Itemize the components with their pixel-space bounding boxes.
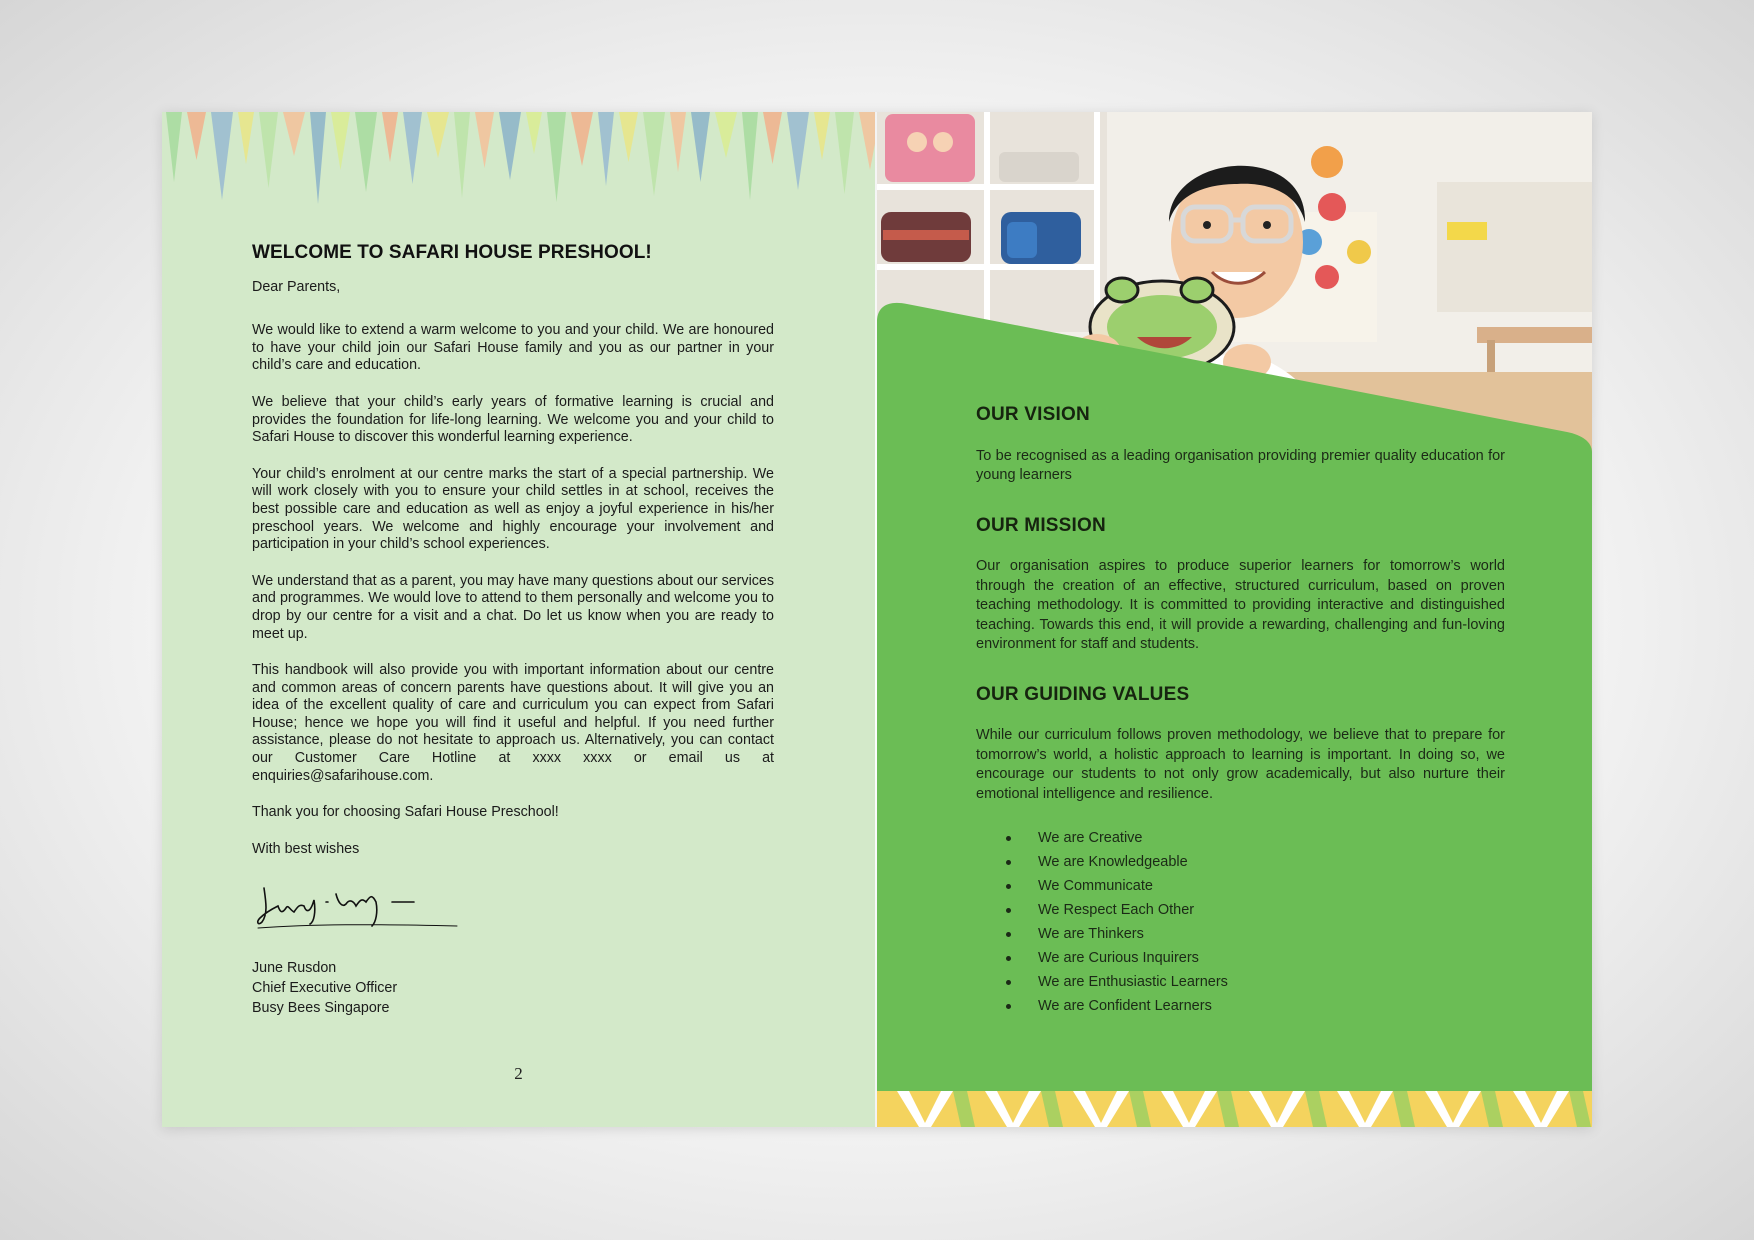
fringe-leaf	[526, 112, 542, 154]
fringe-leaf	[691, 112, 710, 182]
bullet-icon	[1006, 1004, 1011, 1009]
bullet-icon	[1006, 956, 1011, 961]
mission-text: Our organisation aspires to produce superior learners for tomorrow’s world through the creation of an effective, structured curriculum, based on proven teaching methodology. It is committed to providing interactive and distinguished teaching. Towards this end, it will provide a rewarding, challenging and fun-loving environment for staff and students.	[976, 558, 1505, 652]
list-item: We are Confident Learners	[1006, 994, 1505, 1018]
values-heading: OUR GUIDING VALUES	[976, 683, 1190, 705]
zigzag-border	[877, 1087, 1592, 1127]
fringe-leaf	[670, 112, 686, 172]
fringe-leaf	[835, 112, 854, 194]
decorative-fringe	[162, 112, 875, 212]
fringe-leaf	[403, 112, 422, 184]
signer-block	[252, 958, 774, 1018]
fringe-leaf	[211, 112, 233, 200]
bullet-icon	[1006, 860, 1011, 865]
bullet-icon	[1006, 932, 1011, 937]
bullet-icon	[1006, 980, 1011, 985]
fringe-leaf	[259, 112, 278, 188]
list-item: We are Enthusiastic Learners	[1006, 970, 1505, 994]
signer-name: June Rusdon	[252, 960, 337, 977]
values-text: While our curriculum follows proven methodology, we believe that to prepare for tomorrow’s world, a holistic approach to learning is important. In doing so, we encourage our students to not only grow academically, but also nurture their emotional intelligence and resilience.	[976, 727, 1505, 802]
fringe-leaf	[427, 112, 449, 158]
fringe-leaf	[187, 112, 206, 160]
closing-line: With best wishes	[252, 840, 360, 857]
mission-heading: OUR MISSION	[976, 514, 1106, 536]
letter-paragraph-3: Your child’s enrolment at our centre marks the start of a special partnership. We will work closely with you to ensure your child settles in at school, receives the best possible care and education as well as enjoy a joyful experience in his/her preschool years. We welcome and highly encourage your involvement and participation in your child’s school experiences.	[252, 465, 774, 553]
fringe-leaf	[166, 112, 182, 182]
fringe-leaf	[598, 112, 614, 186]
fringe-leaf	[742, 112, 758, 200]
list-item: We Communicate	[1006, 874, 1505, 898]
vision-text: To be recognised as a leading organisation providing premier quality education for young learners	[976, 447, 1505, 483]
bullet-icon	[1006, 908, 1011, 913]
fringe-leaf	[643, 112, 665, 196]
fringe-leaf	[859, 112, 875, 170]
bullet-icon	[1006, 836, 1011, 841]
fringe-leaf	[619, 112, 638, 162]
fringe-leaf	[715, 112, 737, 158]
fringe-leaf	[763, 112, 782, 164]
bullet-icon	[1006, 884, 1011, 889]
list-item: We are Knowledgeable	[1006, 850, 1505, 874]
welcome-letter	[252, 244, 774, 1018]
fringe-leaf	[310, 112, 326, 204]
page-number: 2	[514, 1064, 523, 1083]
list-item: We are Thinkers	[1006, 922, 1505, 946]
fringe-leaf	[454, 112, 470, 198]
fringe-leaf	[382, 112, 398, 162]
fringe-leaf	[547, 112, 566, 202]
fringe-leaf	[499, 112, 521, 180]
list-item: We are Creative	[1006, 826, 1505, 850]
vision-heading: OUR VISION	[976, 404, 1090, 425]
letter-paragraph-5: This handbook will also provide you with important information about our centre and common areas of concern parents have questions about. It will give you an idea of the excellent quality of care and curriculum you can expect from Safari House; hence we hope you will find it useful and helpful. If you need further assistance, please do not hesitate to approach us. Alternatively, you can contact our Customer Care Hotline at xxxx xxxx or email us at enquiries@safarihouse.com.	[252, 662, 774, 784]
thank-you-line: Thank you for choosing Safari House Preschool!	[252, 804, 559, 821]
fringe-leaf	[331, 112, 350, 170]
left-page	[162, 112, 875, 1127]
fringe-leaf	[238, 112, 254, 164]
right-page	[877, 112, 1592, 1127]
page-title: WELCOME TO SAFARI HOUSE PRESHOOL!	[252, 242, 652, 263]
letter-paragraph-2: We believe that your child’s early years of formative learning is crucial and provides the foundation for life-long learning. We welcome you and your child to Safari House to discover this wonderful learning experience.	[252, 393, 774, 446]
fringe-leaf	[571, 112, 593, 166]
mission-content	[976, 405, 1505, 1018]
fringe-leaf	[355, 112, 377, 192]
brochure-spread	[162, 112, 1592, 1127]
fringe-leaf	[475, 112, 494, 168]
salutation: Dear Parents,	[252, 278, 341, 295]
fringe-leaf	[814, 112, 830, 160]
letter-paragraph-4: We understand that as a parent, you may have many questions about our services and programmes. We would love to attend to them personally and welcome you to drop by our centre for a visit and a chat. Do let us know when you are ready to meet up.	[252, 572, 774, 642]
values-list	[976, 826, 1505, 1018]
signer-organisation: Busy Bees Singapore	[252, 1000, 390, 1017]
fringe-leaf	[787, 112, 809, 190]
list-item: We Respect Each Other	[1006, 898, 1505, 922]
fringe-leaf	[283, 112, 305, 156]
signature-image	[252, 872, 462, 934]
signer-title: Chief Executive Officer	[252, 980, 398, 997]
letter-paragraph-1: We would like to extend a warm welcome to you and your child. We are honoured to have your child join our Safari House family and you as our partner in your child’s care and education.	[252, 322, 774, 374]
pink-bag	[885, 114, 975, 182]
list-item: We are Curious Inquirers	[1006, 946, 1505, 970]
